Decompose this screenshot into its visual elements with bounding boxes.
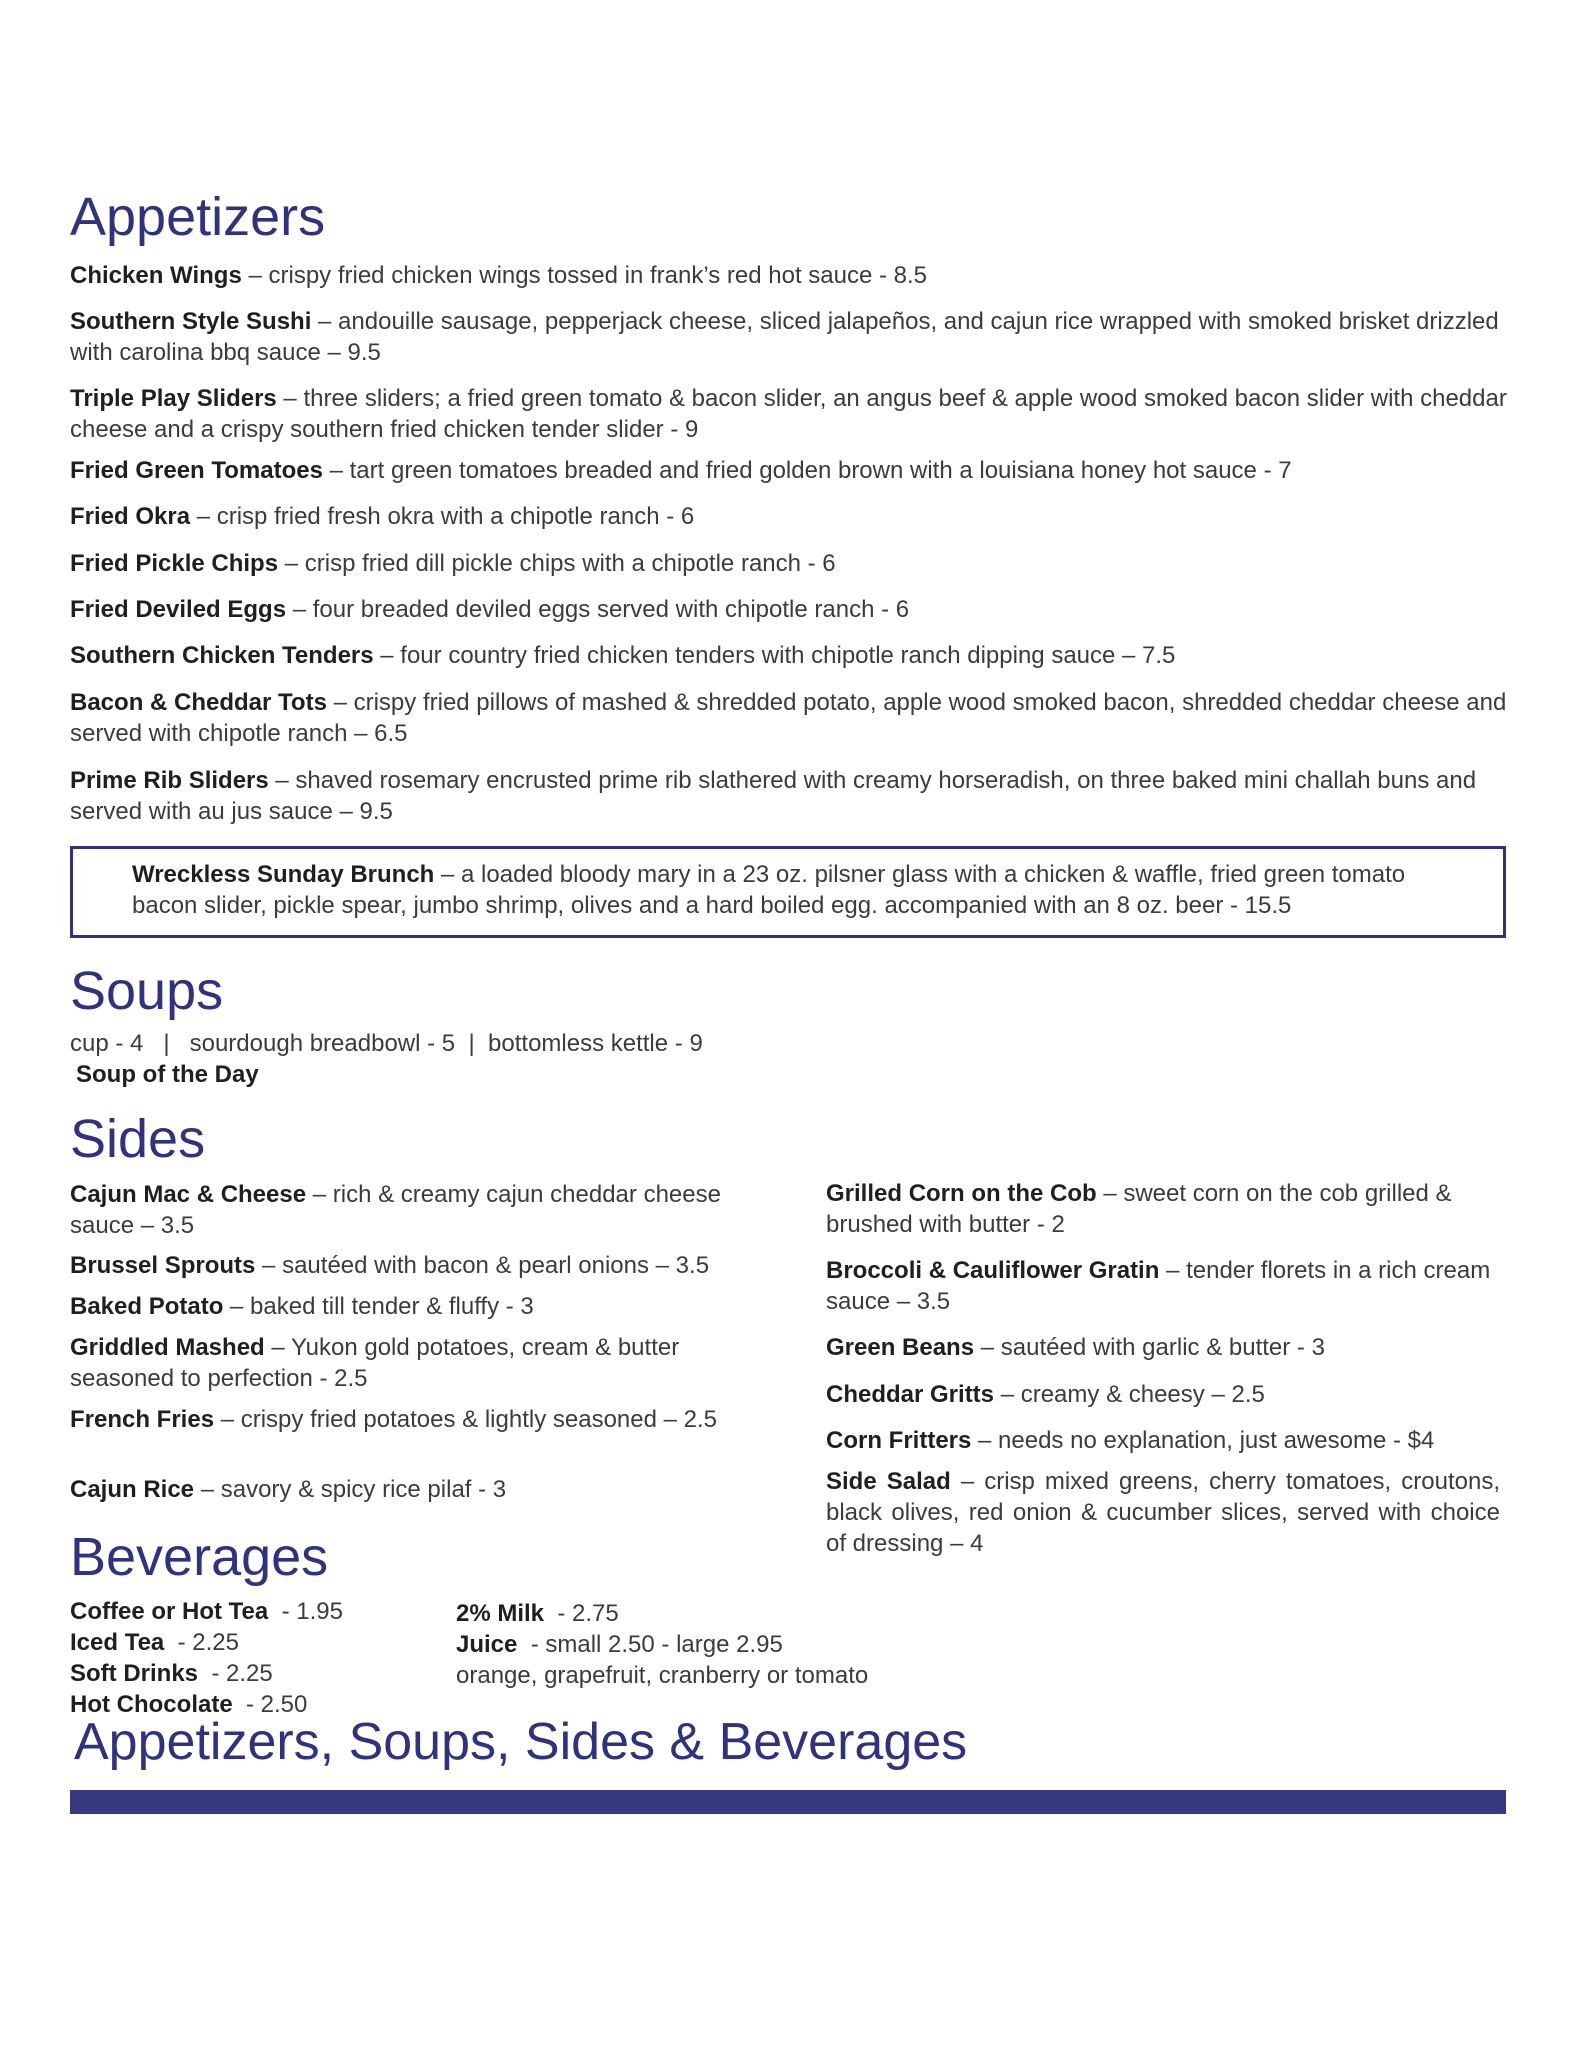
item-desc: - 2.75 — [544, 1600, 619, 1627]
item-name: Fried Pickle Chips — [70, 550, 279, 577]
beverage-juice — [456, 1629, 783, 1660]
item-desc: – tender florets in a rich cream sauce – 3.5 — [826, 1257, 1491, 1315]
item-desc: – crispy fried pillows of mashed & shredded potato, apple wood smoked bacon, shredded cheddar cheese and served with chipotle ranch – 6.5 — [70, 689, 1507, 747]
item-name: Green Beans — [826, 1334, 975, 1361]
item-desc: – Yukon gold potatoes, cream & butter seasoned to perfection - 2.5 — [70, 1334, 680, 1392]
item-name: Chicken Wings — [70, 262, 242, 289]
item-desc: – sautéed with bacon & pearl onions – 3.5 — [255, 1252, 710, 1279]
menu-item-bacon-cheddar-tots — [70, 687, 1510, 749]
item-desc: – crispy fried potatoes & lightly seasoned – 2.5 — [214, 1406, 718, 1433]
beverage-milk — [456, 1598, 619, 1629]
menu-item-chicken-wings — [70, 260, 1510, 291]
soup-special-label: Soup of the Day — [76, 1061, 259, 1088]
item-desc: – crispy fried chicken wings tossed in frank’s red hot sauce - 8.5 — [241, 262, 928, 289]
menu-item-griddled-mashed — [70, 1332, 760, 1394]
item-name: Prime Rib Sliders — [70, 767, 269, 794]
menu-item-side-salad — [826, 1466, 1500, 1559]
item-name: Cajun Mac & Cheese — [70, 1181, 307, 1208]
item-name: Juice — [456, 1631, 518, 1658]
item-name: Soft Drinks — [70, 1660, 199, 1687]
item-desc: – andouille sausage, pepperjack cheese, sliced jalapeños, and cajun rice wrapped with smoked brisket drizzled with carolina bbq sauce – 9.5 — [70, 308, 1499, 366]
item-name: Wreckless Sunday Brunch — [132, 861, 435, 888]
menu-item-triple-play-sliders — [70, 383, 1510, 445]
menu-item-grilled-corn — [826, 1178, 1506, 1240]
item-desc: - 1.95 — [268, 1598, 343, 1625]
item-desc: – creamy & cheesy – 2.5 — [994, 1381, 1265, 1408]
menu-item-baked-potato — [70, 1291, 760, 1322]
sides-heading: Sides — [70, 1109, 206, 1169]
item-desc: – crisp fried dill pickle chips with a chipotle ranch - 6 — [278, 550, 836, 577]
item-name: Bacon & Cheddar Tots — [70, 689, 327, 716]
footer-bar — [70, 1790, 1506, 1814]
menu-item-corn-fritters — [826, 1425, 1506, 1456]
item-desc: – savory & spicy rice pilaf - 3 — [194, 1476, 507, 1503]
item-name: Baked Potato — [70, 1293, 224, 1320]
item-name: Brussel Sprouts — [70, 1252, 256, 1279]
item-name: Triple Play Sliders — [70, 385, 277, 412]
beverage-juice-options — [456, 1660, 868, 1691]
item-desc: - 2.25 — [170, 1629, 239, 1656]
menu-item-prime-rib-sliders — [70, 765, 1510, 827]
item-desc: - 2.25 — [198, 1660, 273, 1687]
item-desc: – crisp fried fresh okra with a chipotle ranch - 6 — [190, 503, 695, 530]
menu-item-fried-deviled-eggs — [70, 594, 1510, 625]
item-desc: - small 2.50 - large 2.95 — [517, 1631, 783, 1658]
soup-prices: cup - 4 | sourdough breadbowl - 5 | bottomless kettle - 9 — [70, 1030, 703, 1057]
menu-item-brussel-sprouts — [70, 1250, 760, 1281]
soups-heading: Soups — [70, 961, 224, 1021]
menu-item-fried-okra — [70, 501, 1510, 532]
item-desc: – needs no explanation, just awesome - $4 — [971, 1427, 1435, 1454]
item-name: 2% Milk — [456, 1600, 545, 1627]
menu-item-southern-chicken-tenders — [70, 640, 1510, 671]
menu-item-broccoli-cauliflower-gratin — [826, 1255, 1506, 1317]
menu-item-french-fries — [70, 1404, 760, 1435]
menu-item-cheddar-gritts — [826, 1379, 1506, 1410]
item-name: Coffee or Hot Tea — [70, 1598, 269, 1625]
soup-of-the-day — [76, 1059, 259, 1090]
beverage-coffee-hot-tea — [70, 1596, 343, 1627]
beverages-heading: Beverages — [70, 1527, 329, 1587]
item-name: Fried Green Tomatoes — [70, 457, 323, 484]
item-name: Griddled Mashed — [70, 1334, 265, 1361]
item-desc: – crisp mixed greens, cherry tomatoes, croutons, black olives, red onion & cucumber slices, served with choice of dressing – 4 — [826, 1468, 1500, 1557]
item-name: Southern Chicken Tenders — [70, 642, 374, 669]
item-name: Southern Style Sushi — [70, 308, 312, 335]
item-name: Corn Fritters — [826, 1427, 972, 1454]
item-desc: – shaved rosemary encrusted prime rib slathered with creamy horseradish, on three baked mini challah buns and served with au jus sauce – 9.5 — [70, 767, 1477, 825]
item-desc: – four breaded deviled eggs served with chipotle ranch - 6 — [286, 596, 910, 623]
item-name: Grilled Corn on the Cob — [826, 1180, 1097, 1207]
item-desc: – a loaded bloody mary in a 23 oz. pilsner glass with a chicken & waffle, fried green tomato bacon slider, pickle spear, jumbo shrimp, olives and a hard boiled egg. accompanied with an 8 oz. beer - 15.5 — [132, 861, 1406, 919]
item-desc: – sweet corn on the cob grilled & brushed with butter - 2 — [826, 1180, 1452, 1238]
menu-item-wreckless-sunday-brunch — [132, 859, 1472, 921]
item-name: Iced Tea — [70, 1629, 171, 1656]
item-desc: – baked till tender & fluffy - 3 — [223, 1293, 534, 1320]
menu-item-green-beans — [826, 1332, 1506, 1363]
item-name: French Fries — [70, 1406, 215, 1433]
item-desc: orange, grapefruit, cranberry or tomato — [456, 1662, 869, 1689]
item-desc: – sautéed with garlic & butter - 3 — [974, 1334, 1325, 1361]
menu-item-fried-green-tomatoes — [70, 455, 1510, 486]
item-name: Cheddar Gritts — [826, 1381, 995, 1408]
item-desc: – four country fried chicken tenders with chipotle ranch dipping sauce – 7.5 — [373, 642, 1176, 669]
menu-item-cajun-rice — [70, 1474, 760, 1505]
menu-item-southern-style-sushi — [70, 306, 1510, 368]
beverage-iced-tea — [70, 1627, 239, 1658]
item-name: Hot Chocolate — [70, 1691, 233, 1718]
item-desc: - 2.50 — [232, 1691, 308, 1718]
item-name: Fried Okra — [70, 503, 191, 530]
appetizers-heading: Appetizers — [70, 187, 326, 247]
item-desc: – tart green tomatoes breaded and fried golden brown with a louisiana honey hot sauce - 7 — [322, 457, 1292, 484]
page-title: Appetizers, Soups, Sides & Beverages — [74, 1713, 968, 1771]
item-desc: – rich & creamy cajun cheddar cheese sauce – 3.5 — [70, 1181, 721, 1239]
menu-item-cajun-mac-cheese — [70, 1179, 760, 1241]
item-name: Fried Deviled Eggs — [70, 596, 287, 623]
item-desc: – three sliders; a fried green tomato & bacon slider, an angus beef & apple wood smoked bacon slider with cheddar cheese and a crispy southern fried chicken tender slider - 9 — [70, 385, 1507, 443]
item-name: Cajun Rice — [70, 1476, 195, 1503]
brunch-feature-box — [70, 846, 1506, 938]
item-name: Broccoli & Cauliflower Gratin — [826, 1257, 1160, 1284]
item-name: Side Salad — [826, 1468, 951, 1495]
menu-item-fried-pickle-chips — [70, 548, 1510, 579]
beverage-soft-drinks — [70, 1658, 273, 1689]
